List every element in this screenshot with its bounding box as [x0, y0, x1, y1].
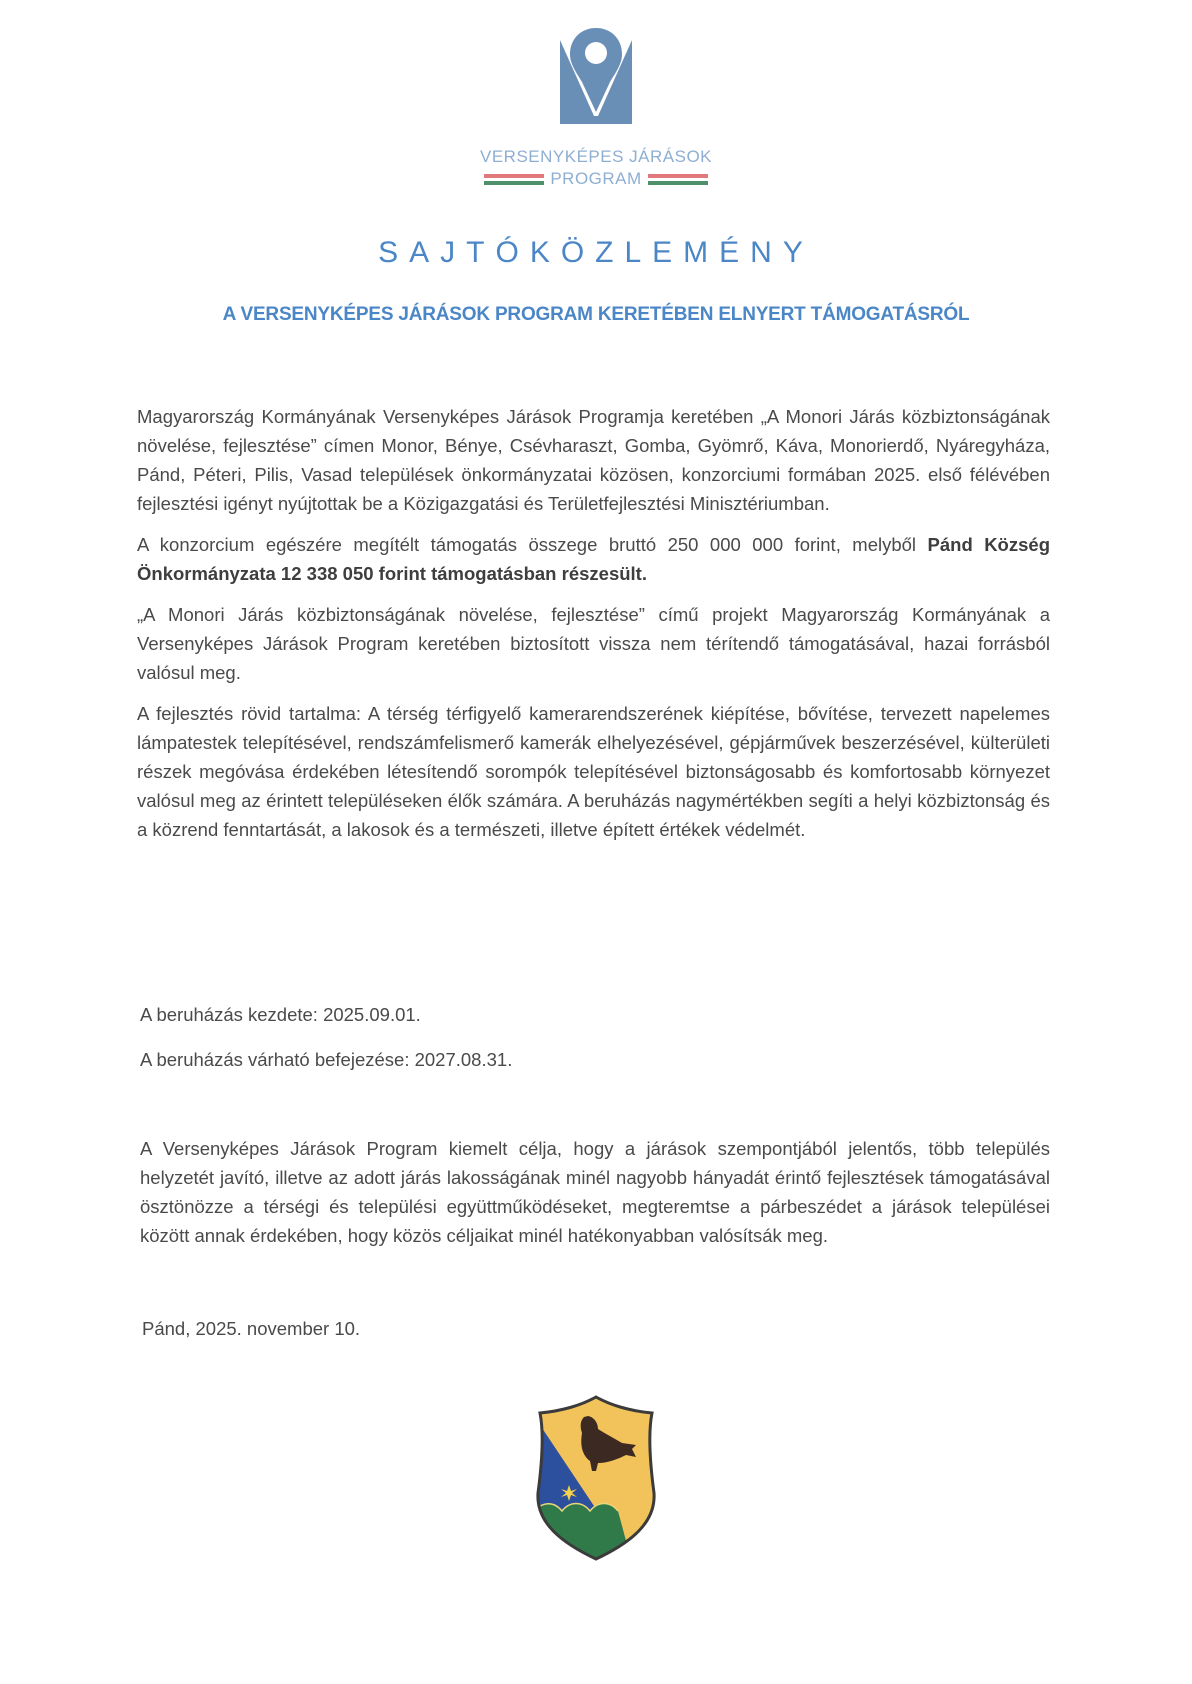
coat-of-arms-eagle-shield-icon: [532, 1393, 660, 1563]
logo-line-1: VERSENYKÉPES JÁRÁSOK: [479, 147, 713, 166]
funding-text: A konzorcium egészére megítélt támogatás összege bruttó 250 000 000 forint, melyből: [137, 534, 928, 555]
page-title: SAJTÓKÖZLEMÉNY: [378, 236, 814, 269]
logo-line-2-row: [484, 168, 707, 190]
project-dates: [140, 1000, 512, 1090]
logo-line-2: PROGRAM: [550, 169, 642, 188]
place-and-date: Pánd, 2025. november 10.: [142, 1318, 361, 1339]
paragraph-intro: Magyarország Kormányának Versenyképes Járások Programja keretében „A Monori Járás közbiztonságának növelése, fejlesztése” címen Monor, Bénye, Csévharaszt, Gomba, Gyömrő, Káva, Monorierdő, Nyáregyháza, Pánd, Péteri, Pilis, Vasad települések önkormányzatai közösen, konzorciumi formában 2025. első félévében fejlesztési igényt nyújtottak be a Közigazgatási és Területfejlesztési Minisztériumban.: [137, 406, 1050, 514]
paragraph-project: „A Monori Járás közbiztonságának növelése, fejlesztése” című projekt Magyarország Kormányának a Versenyképes Járások Program keretében biztosított vissza nem térítendő támogatásával, hazai forrásból valósul meg.: [137, 604, 1050, 683]
press-release-body: [137, 402, 1050, 856]
end-date: A beruházás várható befejezése: 2027.08.31.: [140, 1049, 513, 1070]
paragraph-funding: [137, 530, 1050, 588]
paragraph-content: A fejlesztés rövid tartalma: A térség térfigyelő kamerarendszerének kiépítése, bővítése, tervezett napelemes lámpatestek telepítésével, rendszámfelismerő kamerák elhelyezésével, gépjárművek beszerzésével, külterületi részek megóvása érdekében létesítendő sorompók telepítésével biztonságosabb és komfortosabb környezet valósul meg az érintett településeken élők számára. A beruházás nagymértékben segíti a helyi közbiztonság és a közrend fenntartását, a lakosok és a természeti, illetve épített értékek védelmét.: [137, 703, 1050, 840]
start-date: A beruházás kezdete: 2025.09.01.: [140, 1004, 421, 1025]
funding-highlight: Pánd Község Önkormányzata 12 338 050 forint támogatásban részesült.: [137, 534, 1050, 584]
page-subtitle: A VERSENYKÉPES JÁRÁSOK PROGRAM KERETÉBEN ELNYERT TÁMOGATÁSRÓL: [222, 304, 970, 325]
flag-stripes-left: [484, 174, 544, 185]
program-goal: [140, 1134, 1050, 1250]
flag-stripes-right: [648, 174, 708, 185]
paragraph-closing: A Versenyképes Járások Program kiemelt célja, hogy a járások szempontjából jelentős, több település helyzetét javító, illetve az adott járás lakosságának minél nagyobb hányadát érintő fejlesztések támogatásával ösztönözze a térségi és települési együttműködéseket, megteremtse a párbeszédet a járások települései között annak érdekében, hogy közös céljaikat minél hatékonyabban valósítsák meg.: [140, 1138, 1050, 1246]
location-pin-v-icon: [560, 28, 632, 124]
program-logo: [0, 28, 1192, 190]
